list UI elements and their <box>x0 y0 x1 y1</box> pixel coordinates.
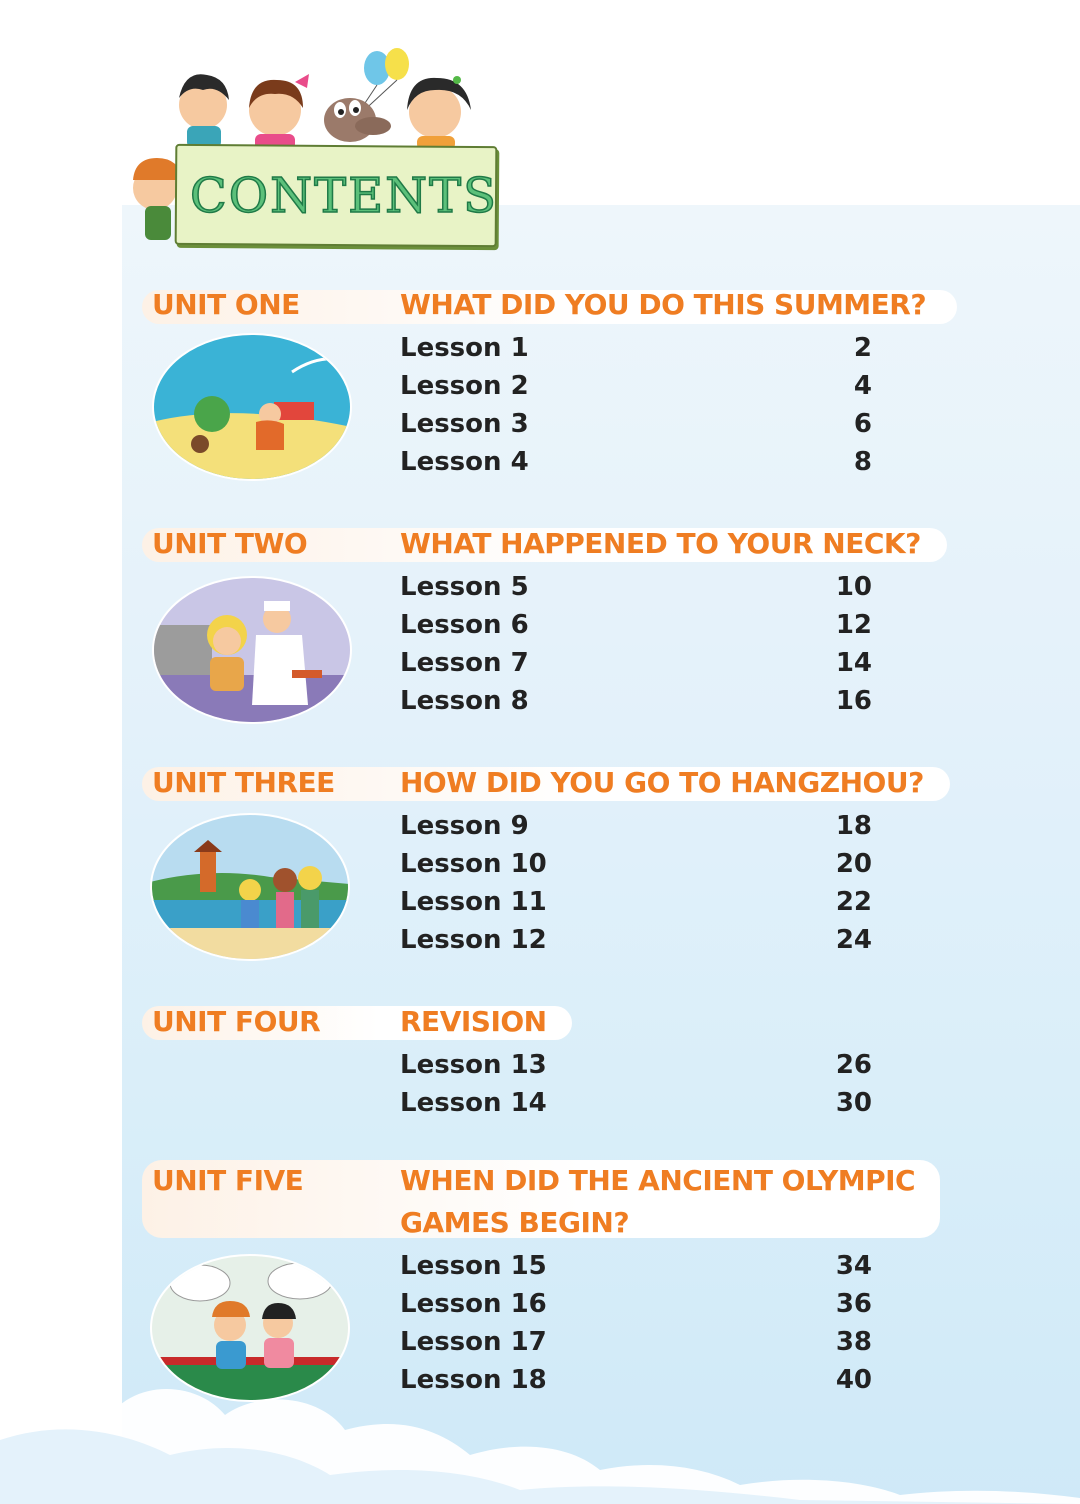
lesson-page: 6 <box>853 409 872 439</box>
olympic-dream-illustration <box>150 1252 350 1404</box>
lesson-name: Lesson 15 <box>400 1251 547 1281</box>
unit-title: WHAT HAPPENED TO YOUR NECK? <box>400 527 921 560</box>
lesson-page: 10 <box>835 572 872 602</box>
lesson-name: Lesson 9 <box>400 811 529 841</box>
lesson-page: 14 <box>835 648 872 678</box>
lesson-name: Lesson 17 <box>400 1327 547 1357</box>
unit-label: UNIT ONE <box>152 288 300 321</box>
lesson-name: Lesson 1 <box>400 333 529 363</box>
lesson-page: 16 <box>835 686 872 716</box>
lesson-name: Lesson 5 <box>400 572 529 602</box>
unit-label: UNIT TWO <box>152 527 308 560</box>
unit-title: WHAT DID YOU DO THIS SUMMER? <box>400 288 927 321</box>
lesson-page: 30 <box>835 1088 872 1118</box>
lesson-name: Lesson 2 <box>400 371 529 401</box>
lesson-page: 40 <box>835 1365 872 1395</box>
lesson-page: 34 <box>835 1251 872 1281</box>
lesson-page: 36 <box>835 1289 872 1319</box>
lesson-name: Lesson 6 <box>400 610 529 640</box>
unit-title: REVISION <box>400 1005 547 1038</box>
beach-illustration <box>152 332 352 482</box>
lesson-name: Lesson 7 <box>400 648 529 678</box>
lesson-page: 22 <box>835 887 872 917</box>
unit-label: UNIT FIVE <box>152 1164 304 1197</box>
pagoda-lake-illustration <box>150 812 350 962</box>
lesson-page: 8 <box>853 447 872 477</box>
lesson-name: Lesson 12 <box>400 925 547 955</box>
lesson-page: 26 <box>835 1050 872 1080</box>
lesson-name: Lesson 11 <box>400 887 547 917</box>
lesson-page: 24 <box>835 925 872 955</box>
lesson-name: Lesson 4 <box>400 447 529 477</box>
lesson-name: Lesson 8 <box>400 686 529 716</box>
unit-label: UNIT THREE <box>152 766 335 799</box>
lesson-page: 2 <box>853 333 872 363</box>
page-title: CONTENTS <box>190 168 499 224</box>
lesson-page: 4 <box>853 371 872 401</box>
unit-title-line1: WHEN DID THE ANCIENT OLYMPIC <box>400 1164 916 1197</box>
lesson-name: Lesson 16 <box>400 1289 547 1319</box>
unit-title-line2: GAMES BEGIN? <box>400 1206 630 1239</box>
unit-label: UNIT FOUR <box>152 1005 321 1038</box>
lesson-page: 18 <box>835 811 872 841</box>
doctor-illustration <box>152 575 352 725</box>
lesson-name: Lesson 18 <box>400 1365 547 1395</box>
lesson-name: Lesson 14 <box>400 1088 547 1118</box>
lesson-page: 38 <box>835 1327 872 1357</box>
lesson-name: Lesson 3 <box>400 409 529 439</box>
lesson-name: Lesson 13 <box>400 1050 547 1080</box>
lesson-page: 12 <box>835 610 872 640</box>
lesson-name: Lesson 10 <box>400 849 547 879</box>
lesson-page: 20 <box>835 849 872 879</box>
unit-title: HOW DID YOU GO TO HANGZHOU? <box>400 766 924 799</box>
